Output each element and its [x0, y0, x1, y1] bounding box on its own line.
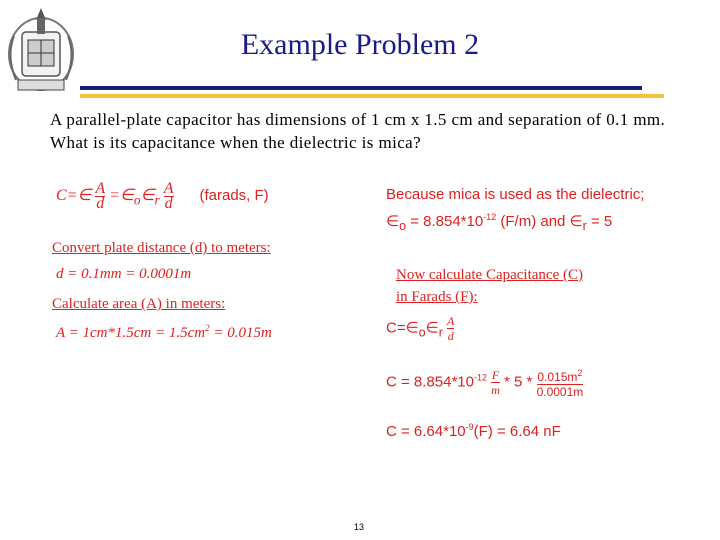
academy-crest-logo — [4, 6, 78, 96]
eq1-sub-r: r — [438, 325, 443, 340]
formula-c-lhs: C — [56, 187, 67, 205]
eq1-sub-o: o — [418, 325, 426, 340]
frac1-num: A — [95, 180, 106, 197]
formula-c-eq: = — [66, 187, 78, 205]
capacitance-eq3 — [386, 422, 561, 440]
mica-eps-r-value: = 5 — [586, 213, 613, 230]
eq2-f-num: F — [491, 368, 500, 382]
area-formula-main: A = 1cm*1.5cm = 1.5cm — [56, 325, 206, 341]
convert-distance-formula: d = 0.1mm = 0.0001m — [56, 266, 192, 282]
capacitance-eq2 — [386, 366, 583, 399]
eq1-num: A — [447, 314, 455, 328]
eq2-num-exp: 2 — [577, 368, 583, 378]
mica-sub-o: o — [399, 219, 407, 233]
capacitance-formula — [56, 182, 269, 211]
eq3-right: (F) = 6.64 nF — [473, 423, 561, 440]
eq2-value-frac — [537, 366, 584, 399]
title-rule-navy — [80, 86, 642, 90]
formula-c-frac1 — [95, 182, 105, 211]
page-number: 13 — [354, 522, 365, 532]
mica-sub-r: r — [582, 219, 587, 233]
formula-c-sub-o: o — [133, 192, 141, 208]
eq3-exp: -9 — [465, 422, 474, 432]
capacitance-label-line2: in Farads (F): — [396, 289, 478, 305]
eq1-eps-r: ∈ — [425, 319, 439, 337]
formula-c-units: (farads, F) — [199, 187, 269, 205]
formula-c-eps: ∈ — [77, 187, 92, 205]
area-label: Calculate area (A) in meters: — [52, 296, 226, 312]
eq2-den: 0.0001m — [536, 385, 584, 399]
slide-title: Example Problem 2 — [240, 28, 480, 61]
mica-dielectric-note — [386, 184, 716, 237]
mica-line2 — [386, 206, 716, 237]
mica-line1: Because mica is used as the dielectric; — [386, 186, 645, 203]
convert-distance-label: Convert plate distance (d) to meters: — [52, 240, 271, 256]
formula-c-frac2 — [164, 182, 174, 211]
eq1-den: d — [447, 329, 454, 343]
eq1-left: C=∈ — [386, 319, 419, 337]
problem-statement: A parallel-plate capacitor has dimensions of 1 cm x 1.5 cm and separation of 0.1 mm. What is its capacitance when the dielectric is mica? — [50, 110, 666, 152]
capacitance-label-line1: Now calculate Capacitance (C) — [396, 267, 583, 283]
eq2-num: 0.015m — [537, 370, 578, 384]
eq2-exp: -12 — [474, 372, 488, 383]
area-formula-tail: = 0.015m — [209, 325, 272, 341]
frac2-num: A — [163, 180, 174, 197]
eq1-frac — [447, 314, 454, 343]
mica-eps-o-unit: (F/m) and ∈ — [496, 213, 583, 230]
eq2-f-den: m — [491, 383, 500, 397]
frac2-den: d — [164, 195, 173, 212]
frac1-den: d — [96, 195, 105, 212]
mica-eps-o-value: = 8.854*10 — [406, 213, 484, 230]
mica-eps-o-exp: -12 — [483, 212, 497, 222]
area-formula-exp: 2 — [205, 323, 210, 333]
eq3-left: C = 6.64*10 — [386, 423, 466, 440]
capacitance-eq1 — [386, 314, 454, 343]
formula-c-eps-r: ∈ — [140, 187, 155, 205]
area-formula — [56, 323, 272, 342]
title-rule-gold — [80, 94, 664, 98]
formula-c-sub-r: r — [154, 192, 160, 208]
formula-c-mid: =∈ — [109, 187, 134, 205]
capacitance-label — [396, 264, 583, 308]
eq2-times5: * 5 * — [504, 373, 533, 391]
mica-eps-o: ∈ — [386, 213, 400, 230]
eq2-left: C = 8.854*10 — [386, 373, 474, 391]
eq2-num-wrap — [537, 366, 582, 384]
eq2-unit-frac — [491, 368, 500, 397]
